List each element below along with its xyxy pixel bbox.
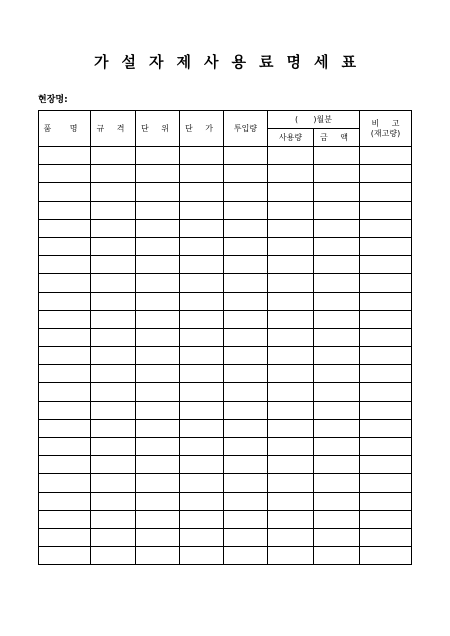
header-amount: 금 액 <box>314 129 360 147</box>
table-cell[interactable] <box>39 201 91 219</box>
table-cell[interactable] <box>180 419 224 437</box>
table-cell[interactable] <box>360 201 412 219</box>
table-cell[interactable] <box>91 474 136 492</box>
table-cell[interactable] <box>268 365 314 383</box>
table-cell[interactable] <box>180 547 224 565</box>
table-cell[interactable] <box>314 383 360 401</box>
table-cell[interactable] <box>268 547 314 565</box>
table-cell[interactable] <box>268 183 314 201</box>
table-cell[interactable] <box>314 347 360 365</box>
table-row <box>39 237 412 255</box>
table-cell[interactable] <box>180 528 224 546</box>
table-cell[interactable] <box>180 456 224 474</box>
table-cell[interactable] <box>224 456 268 474</box>
table-cell[interactable] <box>268 474 314 492</box>
table-cell[interactable] <box>224 165 268 183</box>
table-cell[interactable] <box>314 201 360 219</box>
table-cell[interactable] <box>360 219 412 237</box>
table-cell[interactable] <box>180 165 224 183</box>
table-cell[interactable] <box>224 383 268 401</box>
table-cell[interactable] <box>314 183 360 201</box>
table-cell[interactable] <box>180 183 224 201</box>
table-cell[interactable] <box>360 401 412 419</box>
table-cell[interactable] <box>360 328 412 346</box>
table-row <box>39 347 412 365</box>
table-cell[interactable] <box>180 292 224 310</box>
table-cell[interactable] <box>136 292 180 310</box>
table-cell[interactable] <box>224 183 268 201</box>
table-cell[interactable] <box>39 510 91 528</box>
table-cell[interactable] <box>136 474 180 492</box>
table-cell[interactable] <box>314 456 360 474</box>
table-cell[interactable] <box>360 383 412 401</box>
table-cell[interactable] <box>268 237 314 255</box>
table-row <box>39 274 412 292</box>
table-row <box>39 310 412 328</box>
table-cell[interactable] <box>39 438 91 456</box>
table-row <box>39 438 412 456</box>
table-cell[interactable] <box>360 183 412 201</box>
table-cell[interactable] <box>314 310 360 328</box>
table-cell[interactable] <box>39 183 91 201</box>
table-cell[interactable] <box>268 438 314 456</box>
table-cell[interactable] <box>136 147 180 165</box>
table-cell[interactable] <box>268 383 314 401</box>
table-cell[interactable] <box>224 292 268 310</box>
table-cell[interactable] <box>39 347 91 365</box>
table-cell[interactable] <box>180 365 224 383</box>
table-cell[interactable] <box>268 419 314 437</box>
header-spec: 규 격 <box>91 111 136 147</box>
table-cell[interactable] <box>268 328 314 346</box>
table-cell[interactable] <box>224 201 268 219</box>
table-cell[interactable] <box>39 274 91 292</box>
table-cell[interactable] <box>91 492 136 510</box>
table-cell[interactable] <box>136 328 180 346</box>
header-unit-price: 단 가 <box>180 111 224 147</box>
table-cell[interactable] <box>91 547 136 565</box>
table-cell[interactable] <box>136 310 180 328</box>
table-cell[interactable] <box>360 274 412 292</box>
table-row <box>39 419 412 437</box>
table-cell[interactable] <box>39 165 91 183</box>
table-cell[interactable] <box>91 310 136 328</box>
table-cell[interactable] <box>39 492 91 510</box>
rental-fee-table <box>38 110 412 565</box>
table-row <box>39 365 412 383</box>
table-cell[interactable] <box>91 383 136 401</box>
table-cell[interactable] <box>91 419 136 437</box>
table-cell[interactable] <box>136 419 180 437</box>
table-cell[interactable] <box>39 474 91 492</box>
table-cell[interactable] <box>180 201 224 219</box>
table-cell[interactable] <box>224 438 268 456</box>
table-cell[interactable] <box>136 347 180 365</box>
table-cell[interactable] <box>314 510 360 528</box>
table-cell[interactable] <box>136 438 180 456</box>
table-cell[interactable] <box>224 347 268 365</box>
table-cell[interactable] <box>180 347 224 365</box>
site-name-label: 현장명: <box>38 95 68 105</box>
table-cell[interactable] <box>224 419 268 437</box>
table-cell[interactable] <box>360 528 412 546</box>
table-cell[interactable] <box>91 292 136 310</box>
table-cell[interactable] <box>268 292 314 310</box>
table-row <box>39 510 412 528</box>
table-cell[interactable] <box>224 328 268 346</box>
table-cell[interactable] <box>136 256 180 274</box>
table-cell[interactable] <box>224 274 268 292</box>
table-cell[interactable] <box>224 547 268 565</box>
table-cell[interactable] <box>360 438 412 456</box>
table-cell[interactable] <box>39 310 91 328</box>
table-cell[interactable] <box>268 492 314 510</box>
table-cell[interactable] <box>180 274 224 292</box>
table-cell[interactable] <box>91 256 136 274</box>
table-row <box>39 474 412 492</box>
table-cell[interactable] <box>91 274 136 292</box>
header-unit: 단 위 <box>136 111 180 147</box>
table-cell[interactable] <box>314 147 360 165</box>
table-cell[interactable] <box>91 328 136 346</box>
table-cell[interactable] <box>180 510 224 528</box>
table-cell[interactable] <box>268 528 314 546</box>
table-cell[interactable] <box>136 201 180 219</box>
table-cell[interactable] <box>314 365 360 383</box>
table-cell[interactable] <box>136 401 180 419</box>
table-cell[interactable] <box>180 383 224 401</box>
table-cell[interactable] <box>136 547 180 565</box>
table-cell[interactable] <box>180 474 224 492</box>
table-cell[interactable] <box>180 147 224 165</box>
table-cell[interactable] <box>91 219 136 237</box>
table-cell[interactable] <box>39 419 91 437</box>
table-cell[interactable] <box>136 365 180 383</box>
table-cell[interactable] <box>91 165 136 183</box>
table-cell[interactable] <box>39 147 91 165</box>
table-cell[interactable] <box>180 219 224 237</box>
table-row <box>39 547 412 565</box>
table-cell[interactable] <box>224 492 268 510</box>
table-cell[interactable] <box>360 147 412 165</box>
table-cell[interactable] <box>314 401 360 419</box>
table-cell[interactable] <box>268 147 314 165</box>
table-cell[interactable] <box>268 201 314 219</box>
table-cell[interactable] <box>39 547 91 565</box>
table-cell[interactable] <box>180 256 224 274</box>
table-cell[interactable] <box>91 183 136 201</box>
table-cell[interactable] <box>224 219 268 237</box>
table-cell[interactable] <box>136 383 180 401</box>
table-cell[interactable] <box>314 438 360 456</box>
table-cell[interactable] <box>268 274 314 292</box>
table-cell[interactable] <box>360 256 412 274</box>
table-row <box>39 492 412 510</box>
table-row <box>39 256 412 274</box>
table-cell[interactable] <box>360 310 412 328</box>
table-cell[interactable] <box>360 347 412 365</box>
table-cell[interactable] <box>268 510 314 528</box>
table-cell[interactable] <box>360 292 412 310</box>
table-cell[interactable] <box>360 419 412 437</box>
table-cell[interactable] <box>180 401 224 419</box>
table-cell[interactable] <box>268 256 314 274</box>
table-cell[interactable] <box>91 510 136 528</box>
table-row <box>39 528 412 546</box>
table-cell[interactable] <box>314 528 360 546</box>
table-cell[interactable] <box>314 328 360 346</box>
table-body <box>39 147 412 565</box>
table-cell[interactable] <box>91 237 136 255</box>
table-cell[interactable] <box>360 456 412 474</box>
table-cell[interactable] <box>91 456 136 474</box>
table-cell[interactable] <box>314 237 360 255</box>
table-cell[interactable] <box>136 274 180 292</box>
table-cell[interactable] <box>180 328 224 346</box>
table-cell[interactable] <box>360 165 412 183</box>
table-cell[interactable] <box>39 365 91 383</box>
table-cell[interactable] <box>360 474 412 492</box>
header-item-name: 품 명 <box>39 111 91 147</box>
table-cell[interactable] <box>268 347 314 365</box>
table-cell[interactable] <box>39 528 91 546</box>
table-cell[interactable] <box>268 310 314 328</box>
table-cell[interactable] <box>224 147 268 165</box>
table-cell[interactable] <box>268 165 314 183</box>
table-cell[interactable] <box>224 474 268 492</box>
table-cell[interactable] <box>39 328 91 346</box>
header-remark-sub: (재고량) <box>370 128 401 138</box>
table-cell[interactable] <box>91 347 136 365</box>
table-cell[interactable] <box>314 274 360 292</box>
table-cell[interactable] <box>136 492 180 510</box>
table-cell[interactable] <box>314 492 360 510</box>
table-cell[interactable] <box>136 528 180 546</box>
table-cell[interactable] <box>314 219 360 237</box>
table-cell[interactable] <box>39 401 91 419</box>
header-month-group: ( )월분 <box>268 111 360 129</box>
table-cell[interactable] <box>360 365 412 383</box>
table-cell[interactable] <box>268 456 314 474</box>
table-cell[interactable] <box>314 292 360 310</box>
table-cell[interactable] <box>180 492 224 510</box>
header-input-quantity: 투입량 <box>224 111 268 147</box>
table-cell[interactable] <box>91 528 136 546</box>
table-cell[interactable] <box>136 510 180 528</box>
table-row <box>39 456 412 474</box>
table-row <box>39 183 412 201</box>
table-cell[interactable] <box>39 219 91 237</box>
header-remark <box>360 111 412 147</box>
table-row <box>39 328 412 346</box>
table-cell[interactable] <box>180 237 224 255</box>
table-cell[interactable] <box>136 165 180 183</box>
table-cell[interactable] <box>180 438 224 456</box>
table-row <box>39 292 412 310</box>
table-cell[interactable] <box>268 219 314 237</box>
table-cell[interactable] <box>39 383 91 401</box>
table-cell[interactable] <box>360 492 412 510</box>
table-cell[interactable] <box>268 401 314 419</box>
table-cell[interactable] <box>224 237 268 255</box>
table-cell[interactable] <box>91 201 136 219</box>
table-row <box>39 201 412 219</box>
table-row <box>39 383 412 401</box>
table-cell[interactable] <box>180 310 224 328</box>
table-cell[interactable] <box>39 456 91 474</box>
table-cell[interactable] <box>360 510 412 528</box>
table-cell[interactable] <box>91 147 136 165</box>
table-cell[interactable] <box>314 256 360 274</box>
table-cell[interactable] <box>224 510 268 528</box>
header-usage: 사용량 <box>268 129 314 147</box>
table-row <box>39 401 412 419</box>
table-cell[interactable] <box>136 183 180 201</box>
table-cell[interactable] <box>314 474 360 492</box>
table-cell[interactable] <box>224 401 268 419</box>
table-cell[interactable] <box>91 401 136 419</box>
table-cell[interactable] <box>91 365 136 383</box>
table-cell[interactable] <box>360 237 412 255</box>
table-cell[interactable] <box>39 256 91 274</box>
table-cell[interactable] <box>224 310 268 328</box>
table-cell[interactable] <box>314 419 360 437</box>
document-title: 가설자제사용료명세표 <box>94 53 369 71</box>
table-cell[interactable] <box>314 165 360 183</box>
table-cell[interactable] <box>224 528 268 546</box>
table-row <box>39 147 412 165</box>
table-cell[interactable] <box>39 292 91 310</box>
table-cell[interactable] <box>136 219 180 237</box>
header-remark-label: 비 고 <box>371 118 405 128</box>
table-cell[interactable] <box>224 256 268 274</box>
table-cell[interactable] <box>91 438 136 456</box>
table-row <box>39 219 412 237</box>
table-cell[interactable] <box>136 456 180 474</box>
table-cell[interactable] <box>224 365 268 383</box>
table-cell[interactable] <box>314 547 360 565</box>
table-cell[interactable] <box>136 237 180 255</box>
table-row <box>39 165 412 183</box>
table-cell[interactable] <box>39 237 91 255</box>
table-cell[interactable] <box>360 547 412 565</box>
